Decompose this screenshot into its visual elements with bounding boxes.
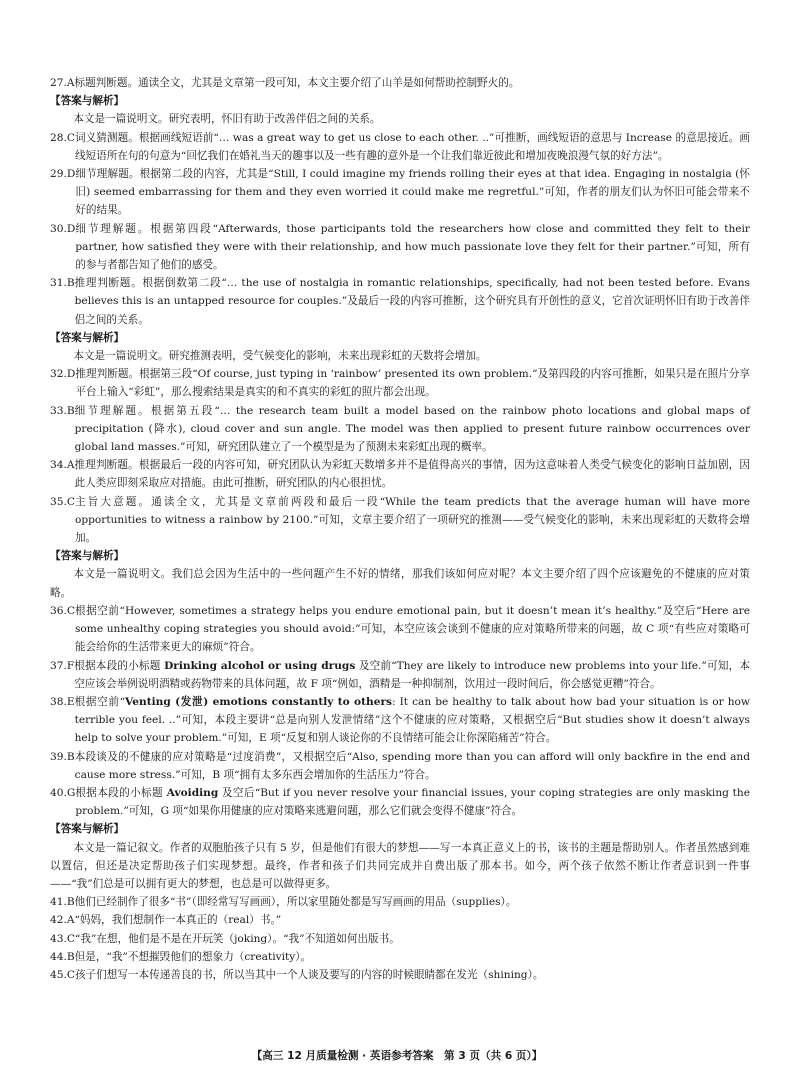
subheading-reference: Avoiding: [166, 786, 219, 799]
answer-explanation: [75, 129, 750, 165]
answer-number: 31.B: [50, 277, 75, 290]
answer-explanation: [75, 930, 750, 948]
explanation-text: 他们已经制作了很多“书”（即经常写写画画），所以家里随处都是写写画画的用品（supplies）。: [74, 896, 517, 909]
answer-item: [50, 602, 750, 657]
answer-explanation: [75, 911, 751, 929]
answer-explanation: [75, 948, 750, 966]
explanation-text: 孩子们想写一本传递善良的书，所以当其中一个人谈及要写的内容的时候眼睛都在发光（shining）。: [74, 968, 544, 981]
answer-number: 36.C: [50, 604, 75, 617]
answer-item: [50, 456, 750, 492]
answer-number: 29.D: [50, 168, 76, 181]
answer-explanation: [75, 274, 750, 329]
answer-explanation: [75, 748, 750, 784]
explanation-text: 细节理解题。根据第五段“… the research team built a model based on the rainbow photo locations and global maps of precipitation (降水), cloud cover and sun angle. The model was then applied to present future rainbow occurrences over global land masses.”可知，研究团队建立了一个模型是为了预测未来彩虹出现的概率。: [74, 404, 750, 454]
answer-explanation: [75, 693, 750, 748]
answer-explanation: [75, 74, 751, 92]
explanation-text: 细节理解题。根据第二段的内容，尤其是“Still, I could imagine my friends rolling their eyes at that idea. Engaging in nostalgia (怀旧) seemed embarrassing for them and they even worried it could make me regretful.”可知，作者的朋友们认为怀旧可能会带来不好的结果。: [75, 168, 750, 217]
answer-number: 35.C: [50, 495, 75, 508]
section-2-heading: 【答案与解析】: [50, 95, 125, 108]
answer-item: [50, 693, 750, 748]
answer-number: 28.C: [50, 131, 75, 144]
answer-item: [50, 165, 750, 220]
answer-explanation: [75, 966, 750, 984]
section-3-heading: 【答案与解析】: [50, 331, 125, 344]
section-5-heading: 【答案与解析】: [50, 823, 125, 836]
answer-number: 40.G: [50, 786, 76, 799]
answer-item: [50, 930, 750, 948]
answer-item: [50, 129, 750, 165]
answer-explanation: [75, 602, 750, 657]
explanation-text: 及空后“But if you never resolve your financial issues, your coping strategies are only masking the problem.”可知，G 项“如果你用健康的应对策略来逃避问题，那么它们就会变得不健康”符合。: [75, 786, 750, 818]
answer-item: [50, 784, 750, 820]
section-4-summary: 本文是一篇说明文。我们总会因为生活中的一些问题产生不好的情绪，那我们该如何应对呢？本文主要介绍了四个应该避免的不健康的应对策略。: [50, 568, 750, 599]
answer-number: 38.E: [50, 695, 75, 708]
answer-number: 27.A: [50, 77, 75, 89]
answer-number: 32.D: [50, 368, 76, 381]
subheading-reference: Venting (发泄) emotions constantly to others: [125, 695, 393, 708]
answer-number: 45.C: [50, 968, 75, 981]
explanation-text: : It can be healthy to talk about how bad your situation is or how terrible you feel. ..”可知，本段主要讲“总是向别人发泄情绪”这个不健康的应对策略，又根据空后“But studies show it doesn’t always help to solve your problem.”可知，E 项“反复和别人谈论你的不良情绪可能会让你深陷痛苦”符合。: [74, 695, 750, 745]
section-3-summary: 本文是一篇说明文。研究推测表明，受气候变化的影响，未来出现彩虹的天数将会增加。: [73, 350, 487, 363]
page-footer: 【高三 12 月质量检测 · 英语参考答案 第 3 页（共 6 页）】: [251, 1050, 543, 1062]
explanation-text: “妈妈，我们想制作一本真正的（real）书。”: [74, 914, 282, 927]
answer-explanation: [74, 657, 750, 693]
answer-number: 41.B: [50, 896, 75, 909]
section-items-a: [50, 74, 750, 92]
answer-explanation: [75, 784, 750, 820]
answer-explanation: [75, 365, 750, 401]
answer-number: 42.A: [50, 914, 75, 927]
answer-item: [50, 493, 750, 548]
subheading-reference: Drinking alcohol or using drugs: [164, 659, 356, 672]
answer-explanation: [75, 493, 750, 548]
answer-item: [50, 220, 750, 275]
answer-item: [50, 966, 750, 984]
explanation-text: 细节理解题。根据第四段“Afterwards, those participants told the researchers how close and committed they felt to their partner, how satisfied they were with their relationship, and how much passionate love they felt for their partner.”可知，所有的参与者都告知了他们的感受。: [75, 222, 750, 272]
answer-explanation: [75, 456, 751, 492]
answer-number: 30.D: [50, 222, 76, 235]
explanation-text: 标题判断题。通读全文，尤其是文章第一段可知，本文主要介绍了山羊是如何帮助控制野火的。: [74, 77, 520, 89]
section-2-summary: 本文是一篇说明文。研究表明，怀旧有助于改善伴侣之间的关系。: [73, 113, 381, 126]
answer-item: [50, 911, 750, 929]
explanation-text: 及空前“They are likely to introduce new problems into your life.”可知，本空应该会举例说明酒精或药物带来的具体问题，故 F 项“例如，酒精是一种抑制剂，饮用过一段时间后，你会感觉更糟”符合。: [74, 659, 750, 690]
answer-item: [50, 948, 750, 966]
answer-number: 33.B: [50, 404, 75, 417]
section-5-items: [50, 893, 750, 984]
answer-number: 37.F: [50, 659, 75, 672]
section-3-items: [50, 365, 750, 547]
explanation-text: “我”在想，他们是不是在开玩笑（joking）。“我”不知道如何出版书。: [74, 932, 400, 945]
answer-number: 43.C: [50, 932, 75, 945]
answer-item: [50, 402, 750, 457]
answer-item: [50, 748, 750, 784]
explanation-text: 词义猜测题。根据画线短语前“… was a great way to get us close to each other. ..”可推断，画线短语的意思与 Increase 的意思接近。画线短语所在句的句意为“回忆我们在婚礼当天的趣事以及一些有趣的意外是一个让我们靠近彼此和增加夜晚浪漫气氛的好方法”。: [74, 131, 750, 162]
answer-item: [50, 74, 750, 92]
answer-explanation: [75, 220, 750, 275]
section-5-summary: 本文是一篇记叙文。作者的双胞胎孩子只有 5 岁，但是他们有很大的梦想——写一本真正意义上的书，该书的主题是帮助别人。作者虽然感到难以置信，但还是决定帮助孩子们实现梦想。最终，作者和孩子们共同完成并自费出版了那本书。如今，两个孩子依然不断让作者意识到一件事——“我”们总是可以拥有更大的梦想，也总是可以做得更多。: [50, 841, 750, 890]
answer-explanation: [75, 165, 750, 220]
explanation-text: 推理判断题。根据最后一段的内容可知，研究团队认为彩虹天数增多并不是值得高兴的事情，因为这意味着人类受气候变化的影响日益加剧，因此人类应即刻采取应对措施。由此可推断，研究团队的内心很担忧。: [74, 459, 750, 490]
answer-item: [50, 893, 750, 911]
section-4-items: [50, 602, 750, 820]
answer-explanation: [75, 893, 750, 911]
explanation-lead: 根据本段的小标题: [75, 786, 167, 799]
answer-item: [50, 365, 750, 401]
explanation-text: 推理判断题。根据第三段“Of course, just typing in ‘rainbow’ presented its own problem.”及第四段的内容可推断，如果只是在照片分享平台上输入“彩虹”，那么搜索结果是真实的和不真实的彩虹的照片都会出现。: [75, 368, 750, 399]
answer-content: [50, 74, 750, 984]
explanation-text: 推理判断题。根据倒数第二段“… the use of nostalgia in romantic relationships, specifically, had not been tested before. Evans believes this is an untapped resource for couples.”及最后一段的内容可推断，这个研究具有开创性的意义，它首次证明怀旧有助于改善伴侣之间的关系。: [74, 277, 750, 326]
answer-item: [50, 274, 750, 329]
section-2-items: [50, 129, 750, 329]
answer-number: 39.B: [50, 750, 75, 763]
answer-item: [50, 657, 750, 693]
answer-number: 34.A: [50, 459, 75, 472]
explanation-lead: 根据空前“: [74, 695, 126, 708]
explanation-lead: 根据本段的小标题: [74, 659, 165, 672]
answer-explanation: [75, 402, 750, 457]
answer-number: 44.B: [50, 950, 75, 963]
section-4-heading: 【答案与解析】: [50, 550, 125, 563]
explanation-text: 本段谈及的不健康的应对策略是“过度消费”，又根据空后“Also, spending more than you can afford will only backfire in the end and cause more stress.”可知，B 项“拥有太多东西会增加你的生活压力”符合。: [74, 750, 750, 781]
explanation-text: 主旨大意题。通读全文，尤其是文章前两段和最后一段“While the team predicts that the average human will have more opportunities to witness a rainbow by 2100.”可知，文章主要介绍了一项研究的推测——受气候变化的影响，未来出现彩虹的天数将会增加。: [74, 495, 750, 545]
explanation-text: 根据空前“However, sometimes a strategy helps you endure emotional pain, but it doesn’t mean it’s healthy.”及空后“Here are some unhealthy coping strategies you should avoid:”可知，本空应该会谈到不健康的应对策略所带来的问题，故 C 项“有些应对策略可能会给你的生活带来更大的麻烦”符合。: [74, 604, 750, 654]
explanation-text: 但是，“我”不想摧毁他们的想象力（creativity）。: [74, 950, 312, 963]
